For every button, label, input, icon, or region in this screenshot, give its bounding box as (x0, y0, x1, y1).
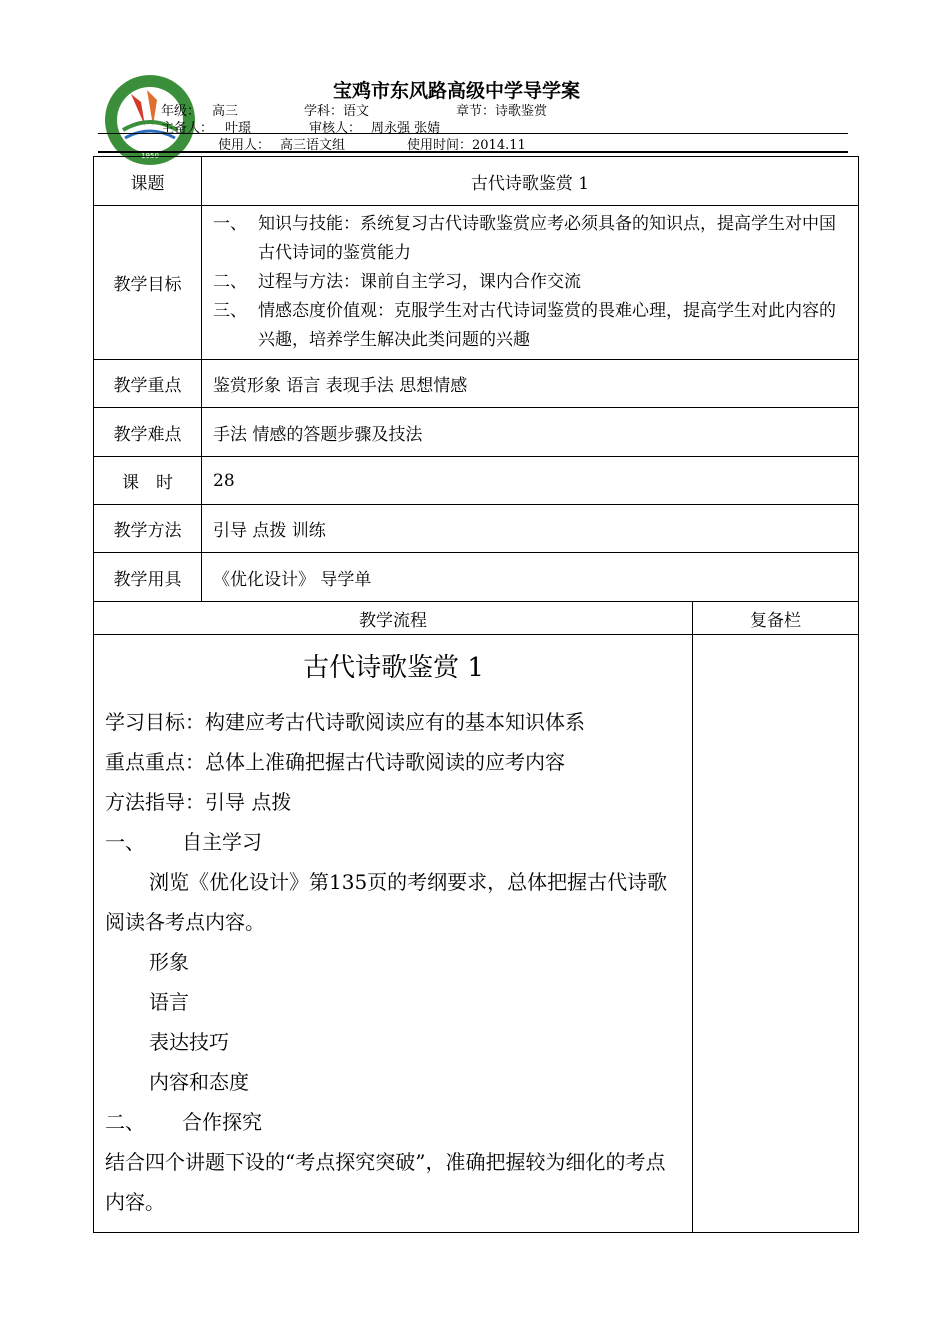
author-info: 主备人： 叶璟 (161, 121, 252, 136)
method-label: 教学方法 (94, 505, 202, 553)
content-row (94, 635, 859, 1233)
difficulty-label: 教学难点 (94, 408, 202, 457)
notes-cell[interactable] (693, 635, 859, 1233)
subject-info: 学科：语文 (304, 104, 370, 119)
goals-cell (202, 206, 859, 360)
header-line-2 (98, 151, 848, 153)
hours-row (94, 457, 859, 505)
goals-label: 教学目标 (94, 206, 202, 360)
notes-label: 复备栏 (693, 602, 859, 635)
key-value: 鉴赏形象 语言 表现手法 思想情感 (202, 360, 859, 408)
section-2-heading: 二、 合作探究 (105, 1110, 262, 1134)
content-cell (94, 635, 693, 1233)
lesson-content (94, 635, 692, 1232)
hours-label: 课 时 (94, 457, 202, 505)
tools-row (94, 553, 859, 602)
goal-item: 一、 知识与技能：系统复习古代诗歌鉴赏应考必须具备的知识点，提高学生对中国古代诗词的鉴赏能力 (213, 214, 836, 263)
grade-info: 年级： 高三 (161, 104, 239, 119)
list-item: 表达技巧 (149, 1030, 229, 1054)
key-label: 教学重点 (94, 360, 202, 408)
reviewer-info: 审核人： 周永强 张婧 (309, 121, 441, 136)
user-info: 使用人： 高三语文组 (218, 138, 346, 153)
goal-item: 二、 过程与方法：课前自主学习，课内合作交流 (213, 272, 581, 292)
goal-item: 三、 情感态度价值观：克服学生对古代诗词鉴赏的畏难心理，提高学生对此内容的兴趣，培养学生解决此类问题的兴趣 (213, 301, 836, 350)
objective-text: 学习目标：构建应考古代诗歌阅读应有的基本知识体系 (105, 710, 585, 734)
date-info: 使用时间：2014.11 (407, 138, 526, 153)
lesson-plan-table (93, 156, 859, 1233)
list-item: 语言 (149, 990, 189, 1014)
section-1-heading: 一、 自主学习 (105, 830, 262, 854)
key-row (94, 360, 859, 408)
topic-label: 课题 (94, 157, 202, 206)
focus-text: 重点重点：总体上准确把握古代诗歌阅读的应考内容 (105, 750, 565, 774)
tools-value: 《优化设计》 导学单 (202, 553, 859, 602)
topic-value: 古代诗歌鉴赏 1 (202, 157, 859, 206)
tools-label: 教学用具 (94, 553, 202, 602)
document-title: 宝鸡市东风路高级中学导学案 (333, 80, 581, 102)
goals-row (94, 206, 859, 360)
flow-label: 教学流程 (94, 602, 693, 635)
method-value: 引导 点拨 训练 (202, 505, 859, 553)
hours-value: 28 (202, 457, 859, 505)
method-row (94, 505, 859, 553)
content-title: 古代诗歌鉴赏 1 (303, 653, 484, 683)
list-item: 内容和态度 (149, 1070, 249, 1094)
difficulty-row (94, 408, 859, 457)
flow-header-row (94, 602, 859, 635)
section-1-text: 浏览《优化设计》第135页的考纲要求，总体把握古代诗歌阅读各考点内容。 (105, 870, 668, 934)
topic-row (94, 157, 859, 206)
chapter-info: 章节：诗歌鉴赏 (456, 104, 548, 119)
difficulty-value: 手法 情感的答题步骤及技法 (202, 408, 859, 457)
section-2-text: 结合四个讲题下设的“考点探究突破”，准确把握较为细化的考点内容。 (105, 1150, 666, 1214)
list-item: 形象 (149, 950, 189, 974)
guide-text: 方法指导：引导 点拨 (105, 790, 292, 814)
goals-list (202, 206, 858, 359)
svg-text:1950: 1950 (141, 152, 159, 160)
